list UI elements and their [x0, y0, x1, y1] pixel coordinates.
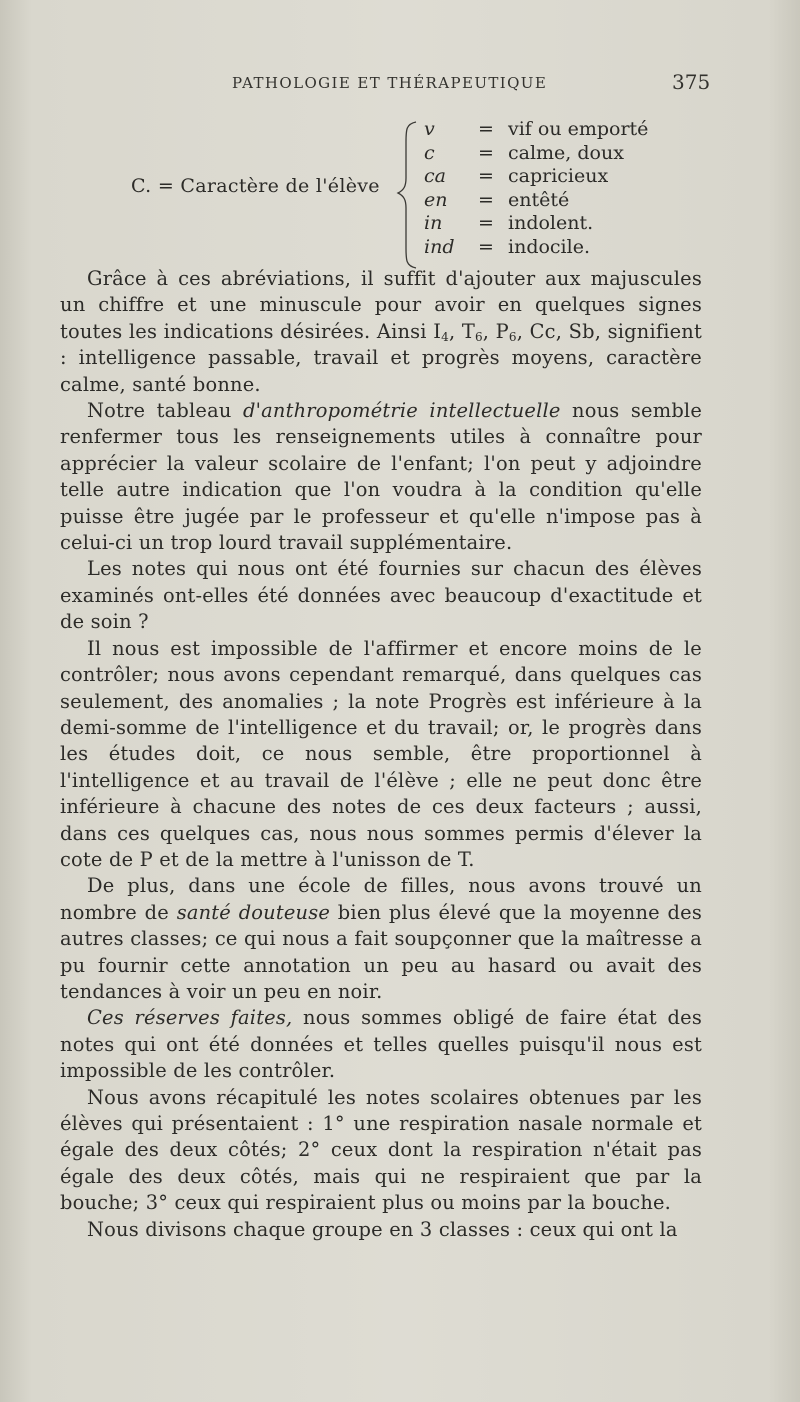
legend-abbr: in: [424, 212, 443, 235]
paragraph-reserves: [60, 1005, 702, 1084]
legend-item: [424, 165, 648, 189]
italic-run: Ces réserves faites,: [87, 1006, 293, 1030]
legend-meaning: calme, doux: [508, 141, 624, 164]
legend-item: [424, 236, 648, 260]
text-run: Grâce à ces abréviations, il suffit d'ajouter aux majuscules un chiffre et une minuscule pour avoir en quelques signes toutes les indications désirées. Ainsi I: [60, 267, 702, 343]
running-head: PATHOLOGIE ET THÉRAPEUTIQUE: [232, 74, 548, 92]
legend-equals: =: [478, 235, 494, 258]
paragraph-tableau: [60, 398, 702, 556]
text-run: , T: [448, 319, 475, 343]
legend-equals: =: [478, 188, 494, 211]
subscript: 4: [441, 329, 449, 344]
subscript: 6: [508, 329, 517, 344]
legend-item: [424, 189, 648, 213]
legend-list: [424, 118, 648, 260]
legend-label: C. = Caractère de l'élève: [131, 175, 380, 197]
legend-meaning: indocile.: [508, 235, 590, 258]
legend-item: [424, 118, 648, 142]
text-run: Notre tableau: [87, 399, 244, 423]
legend-meaning: indolent.: [508, 212, 594, 235]
paragraph-classes: Nous divisons chaque groupe en 3 classes : ceux qui ont la: [87, 1217, 678, 1241]
legend-item: [424, 212, 648, 236]
text-run: De plus, dans une école de filles, nous avons trouvé un nombre de: [60, 874, 702, 924]
legend-meaning: vif ou emporté: [508, 118, 649, 140]
legend-equals: =: [478, 165, 494, 188]
paragraph-abbreviations: [60, 266, 702, 398]
legend-abbr: en: [424, 188, 448, 211]
body-text: [60, 266, 702, 1243]
paragraph-notes-question: Les notes qui nous ont été fournies sur chacun des élèves examinés ont-elles été données avec beaucoup d'exactitude et de soin ?: [60, 557, 702, 634]
text-run: nous semble renfermer tous les renseignements utiles à connaître pour apprécier la valeur scolaire de l'enfant; l'on peut y adjoindre telle autre indication que l'on voudra à la condition qu'elle puisse être jugée par le professeur et qu'elle n'impose pas à celui-ci un trop lourd travail supplémentaire.: [60, 399, 703, 555]
text-run: bien plus élevé que la moyenne des autres classes; ce qui nous a fait soupçonner que la maîtresse a pu fournir cette annotation un peu au hasard ou avait des tendances à voir un peu en noir.: [60, 900, 702, 1003]
legend-meaning: entêté: [508, 188, 570, 211]
legend-abbr: c: [424, 141, 435, 164]
italic-run: santé douteuse: [176, 900, 331, 924]
paragraph-anomalies: Il nous est impossible de l'affirmer et encore moins de le contrôler; nous avons cependant remarqué, dans quelques cas seulement, des anomalies ; la note Progrès est inférieure à la demi-somme de l'intelligence et du travail; or, le progrès dans les études doit, ce nous semble, être proportionnel à l'intelligence et au travail de l'élève ; elle ne peut donc être inférieure à chacune des notes de ces deux facteurs ; aussi, dans ces quelques cas, nous nous sommes permis d'élever la cote de P et de la mettre à l'unisson de T.: [60, 636, 702, 871]
legend-meaning: capricieux: [508, 165, 609, 188]
text-run: nous sommes obligé de faire état des notes qui ont été données et telles quelles puisqu'il nous est impossible de les contrôler.: [60, 1006, 702, 1083]
italic-run: d'anthropométrie intellectuelle: [243, 399, 561, 423]
page-number: 375: [672, 70, 711, 94]
curly-brace-icon: [396, 120, 422, 270]
legend-equals: =: [478, 212, 494, 235]
subscript: 6: [474, 329, 483, 344]
paragraph-ecole-filles: [60, 873, 702, 1005]
legend-abbr: ca: [424, 165, 446, 188]
legend-abbr: ind: [424, 235, 455, 258]
legend-abbr: v: [424, 118, 435, 140]
legend-item: [424, 142, 648, 166]
paragraph-recapitulation: Nous avons récapitulé les notes scolaires obtenues par les élèves qui présentaient : 1° une respiration nasale normale et égale des deux côtés; 2° ceux dont la respiration n'était pas égale des deux côtés, mais qui ne respiraient que par la bouche; 3° ceux qui respiraient plus ou moins par la bouche.: [60, 1085, 702, 1215]
legend-equals: =: [478, 141, 494, 164]
text-run: , Cc, Sb, signifient : intelligence passable, travail et progrès moyens, caractère calme, santé bonne.: [60, 319, 702, 396]
text-run: , P: [482, 319, 509, 343]
legend-equals: =: [478, 118, 494, 140]
